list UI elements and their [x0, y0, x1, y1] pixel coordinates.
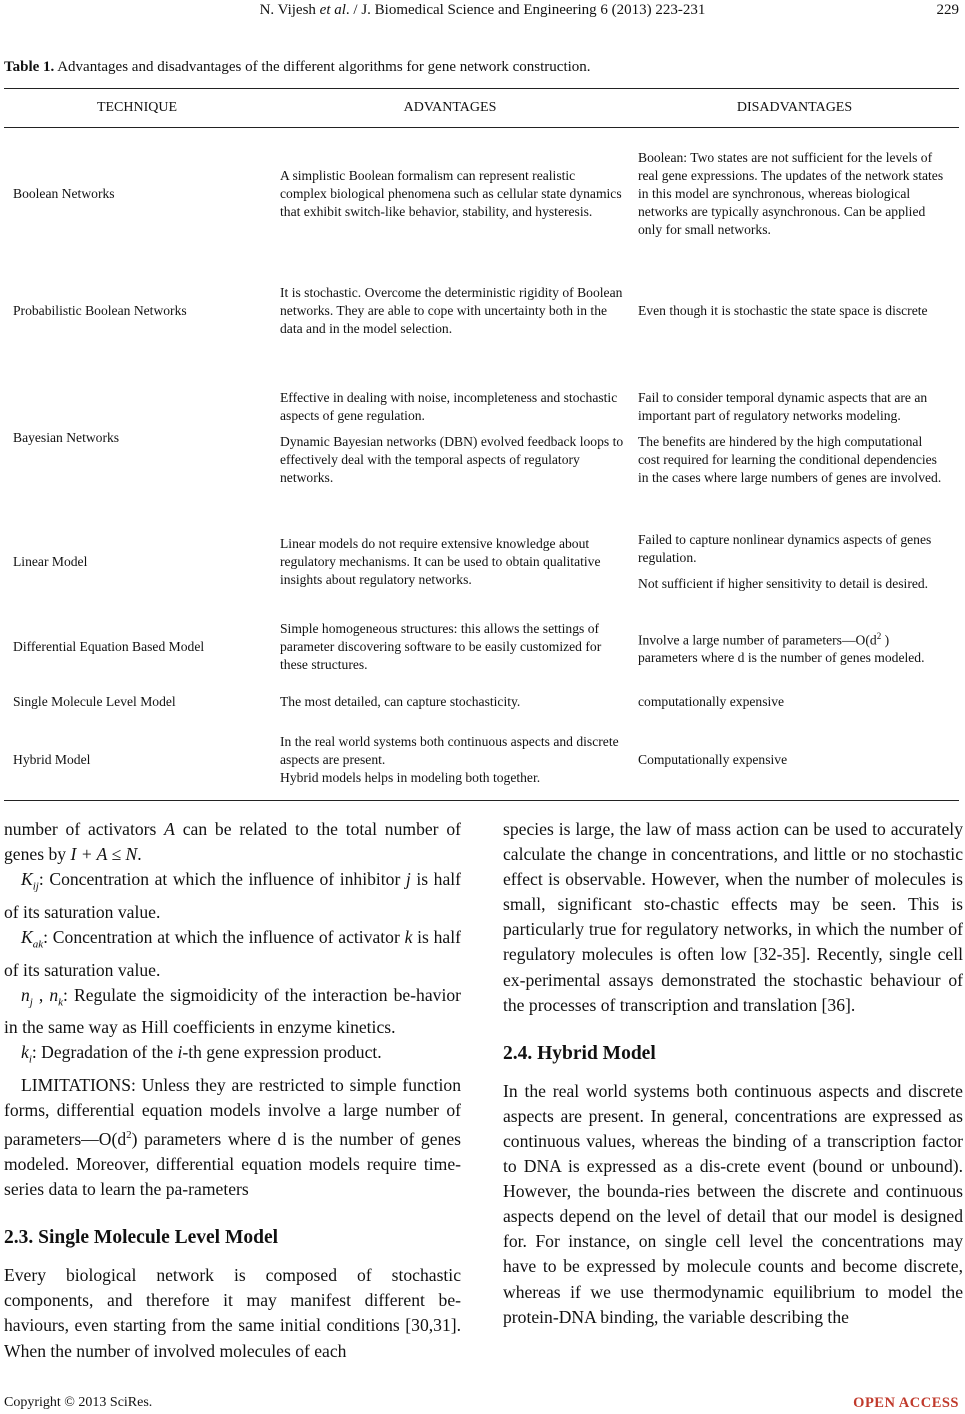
cell-disadvantages	[638, 693, 959, 711]
cell-advantages	[280, 733, 638, 787]
right-column	[503, 817, 963, 1330]
cell-technique: Boolean Networks	[13, 186, 115, 201]
paragraph: number of activators A can be related to the total number of genes by I + A ≤ N.	[4, 819, 461, 865]
cell-advantages	[280, 620, 638, 674]
cell-technique: Probabilistic Boolean Networks	[13, 303, 187, 318]
table-row	[4, 514, 959, 610]
definition-n: $n_j$ , $n_k$: Regulate the sigmoidicity of the interaction be-havior in the same way as Hill coefficients in enzyme kinetics.	[4, 984, 461, 1038]
disadvantage-text-post: ) parameters where d is the number of genes modeled.	[638, 632, 925, 666]
paragraph: Every biological network is composed of stochastic components, and therefore it may manifest different be-haviours, even starting from the same initial conditions [30,31]. When the number of involved molecules of each	[4, 1265, 461, 1361]
cell-disadvantages	[638, 149, 959, 239]
definition-ki: $k_i$: Degradation of the i-th gene expression product.	[21, 1042, 382, 1066]
table-row	[4, 720, 959, 800]
table-row	[4, 260, 959, 362]
table-row	[4, 684, 959, 720]
paragraph: species is large, the law of mass action can be used to accurately calculate the change in concentrations, and little or no stochastic effect is observable. However, when the number of molecules is small, significant sto-chastic effects may be seen. This is particularly true for regulatory networks, in which the number of regulatory molecules is often low [32-35]. Recently, single cell ex-perimental assays demonstrated the stochastic behaviour of the processes of transcription and translation [36].	[503, 819, 963, 1015]
copyright-footer: Copyright © 2013 SciRes.	[4, 1395, 153, 1410]
cell-advantages	[280, 167, 638, 221]
disadvantage-text: computationally expensive	[638, 694, 785, 709]
advantage-text: Dynamic Bayesian networks (DBN) evolved feedback loops to effectively deal with the temporal aspects of regulatory networks.	[280, 434, 624, 485]
advantage-text: Hybrid models helps in modeling both together.	[280, 770, 541, 785]
header-technique: TECHNIQUE	[96, 100, 178, 115]
disadvantage-text: Even though it is stochastic the state space is discrete	[638, 303, 928, 318]
cell-disadvantages	[638, 627, 959, 668]
table-caption-label: Table 1.	[4, 59, 55, 75]
section-heading-2-4: 2.4. Hybrid Model	[503, 1042, 656, 1064]
table-caption	[4, 59, 959, 76]
table-caption-text: Advantages and disadvantages of the different algorithms for gene network construction.	[54, 59, 591, 75]
advantage-text: Linear models do not require extensive knowledge about regulatory mechanisms. It can be used to obtain qualitative insights about regulatory networks.	[280, 536, 601, 587]
cell-technique: Single Molecule Level Model	[13, 694, 176, 709]
table-row	[4, 128, 959, 260]
algorithms-table	[4, 88, 959, 801]
section-heading-2-3: 2.3. Single Molecule Level Model	[4, 1227, 279, 1249]
disadvantage-text-pre: Involve a large number of parameters—O(d	[638, 632, 877, 648]
disadvantage-text: Boolean: Two states are not sufficient for the levels of real gene expressions. The updates of the network states in this model are synchronous, whereas biological networks are typically asynchronous. Can be applied only for small networks.	[638, 150, 944, 237]
cell-disadvantages	[638, 389, 959, 487]
disadvantage-superscript: 2	[876, 630, 882, 641]
header-advantages: ADVANTAGES	[403, 100, 497, 115]
table-header-row	[4, 89, 959, 128]
definition-kij: $K_{ij}$: Concentration at which the influence of inhibitor j is half of its saturation value.	[4, 869, 462, 922]
advantage-text: It is stochastic. Overcome the deterministic rigidity of Boolean networks. They are able to cope with uncertainty both in the data and in the model selection.	[280, 285, 623, 336]
advantage-text: A simplistic Boolean formalism can represent realistic complex biological phenomena such as cellular state dynamics that exhibit switch-like behavior, stability, and hysteresis.	[280, 168, 622, 219]
cell-advantages	[280, 535, 638, 589]
table-row	[4, 362, 959, 514]
cell-advantages	[280, 284, 638, 338]
open-access-badge: OPEN ACCESS	[853, 1395, 959, 1411]
disadvantage-text: Failed to capture nonlinear dynamics aspects of genes regulation.	[638, 532, 932, 565]
disadvantage-text: Fail to consider temporal dynamic aspects that are an important part of regulatory networks modeling.	[638, 390, 928, 423]
cell-technique: Linear Model	[13, 554, 88, 569]
limitations-paragraph: LIMITATIONS: Unless they are restricted to simple function forms, differential equation models involve a large number of $parameters—O(d^2)$ parameters where d is the number of genes modeled. Moreover, differential equation models require time-series data to learn the pa-rameters	[4, 1074, 461, 1200]
page-number: 229	[936, 2, 959, 18]
cell-advantages	[280, 389, 638, 487]
header-journal: . / J. Biomedical Science and Engineering 6 (2013) 223-231	[345, 2, 706, 18]
disadvantage-text: The benefits are hindered by the high computational cost required for learning the conditional dependencies in the cases where large numbers of genes are involved.	[638, 434, 942, 485]
header-disadvantages: DISADVANTAGES	[736, 100, 853, 115]
cell-technique: Differential Equation Based Model	[13, 639, 205, 654]
header-etal: et al	[319, 2, 346, 18]
advantage-text: The most detailed, can capture stochasticity.	[280, 694, 521, 709]
table-row	[4, 610, 959, 684]
cell-advantages	[280, 693, 638, 711]
advantage-text: Effective in dealing with noise, incompleteness and stochastic aspects of gene regulation.	[280, 390, 618, 423]
cell-disadvantages	[638, 531, 959, 593]
header-authors: N. Vijesh	[259, 2, 316, 18]
disadvantage-text	[638, 627, 945, 668]
cell-technique: Hybrid Model	[13, 752, 91, 767]
left-column	[4, 817, 461, 1364]
cell-technique: Bayesian Networks	[13, 430, 120, 445]
running-head-citation	[0, 2, 965, 19]
definition-kak: $K_{ak}$: Concentration at which the influence of activator k is half of its saturation value.	[4, 926, 461, 980]
advantage-text: Simple homogeneous structures: this allows the settings of parameter discovering software to be easily customized for these structures.	[280, 621, 602, 672]
cell-disadvantages	[638, 302, 959, 320]
paragraph: In the real world systems both continuous aspects and discrete aspects are present. In general, concentrations are expressed as continuous values, whereas the binding of a transcription factor to DNA is expressed as a dis-crete event (bound or unbound). However, the bounda-ries between the discrete and continuous aspects depend on the level of detail that our model is designed for. For instance, on single cell level the concentrations may have to be expressed by molecule counts and become discrete, whereas if we use thermodynamic equilibrium to model the protein-DNA binding, the variable describing the	[503, 1080, 963, 1327]
disadvantage-text: Not sufficient if higher sensitivity to detail is desired.	[638, 576, 929, 591]
cell-disadvantages	[638, 751, 959, 769]
advantage-text: In the real world systems both continuous aspects and discrete aspects are present.	[280, 734, 619, 767]
disadvantage-text: Computationally expensive	[638, 752, 788, 767]
